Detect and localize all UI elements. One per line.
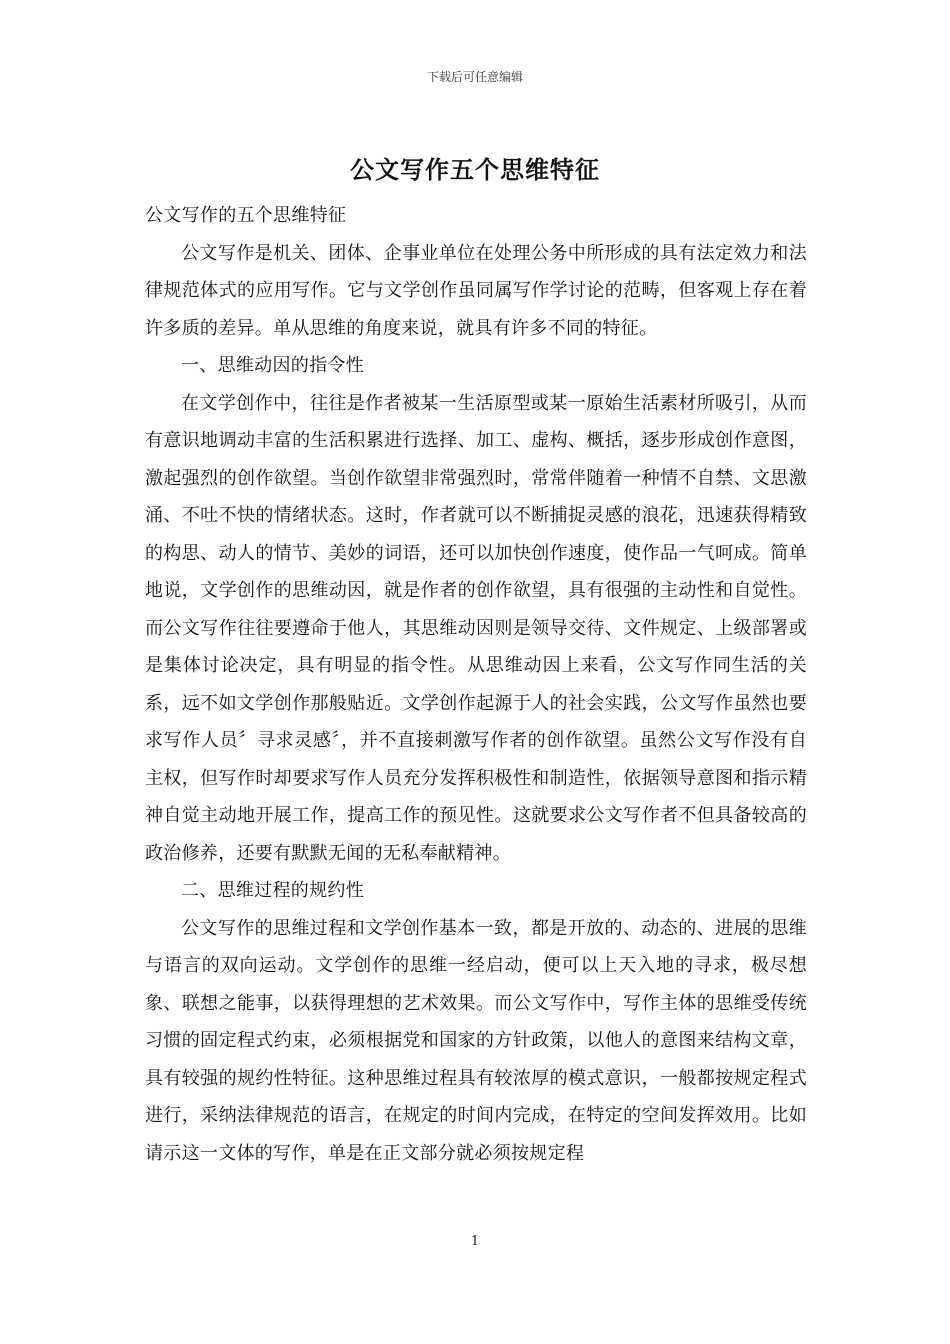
subtitle-paragraph: 公文写作的五个思维特征 (145, 205, 347, 226)
body-paragraph: 公文写作是机关、团体、企事业单位在处理公务中所形成的具有法定效力和法律规范体式的应用写作。它与文学创作虽同属写作学讨论的范畴，但客观上存在着许多质的差异。单从思维的角度来说，就具有许多不同的特征。 (145, 242, 807, 339)
page-number: 1 (470, 1234, 480, 1249)
body-paragraph: 在文学创作中，往往是作者被某一生活原型或某一原始生活素材所吸引，从而有意识地调动丰富的生活积累进行选择、加工、虚构、概括，逐步形成创作意图，激起强烈的创作欲望。当创作欲望非常强烈时，常常伴随着一种情不自禁、文思激涌、不吐不快的情绪状态。这时，作者就可以不断捕捉灵感的浪花，迅速获得精致的构思、动人的情节、美妙的词语，还可以加快创作速度，使作品一气呵成。简单地说，文学创作的思维动因，就是作者的创作欲望，具有很强的主动性和自觉性。而公文写作往往要遵命于他人，其思维动因则是领导交待、文件规定、上级部署或是集体讨论决定，具有明显的指令性。从思维动因上来看，公文写作同生活的关系，远不如文学创作那般贴近。文学创作起源于人的社会实践，公文写作虽然也要求写作人员〞寻求灵感〞，并不直接刺激写作者的创作欲望。虽然公文写作没有自主权，但写作时却要求写作人员充分发挥积极性和制造性，依据领导意图和指示精神自觉主动地开展工作，提高工作的预见性。这就要求公文写作者不但具备较高的政治修养，还要有默默无闻的无私奉献精神。 (145, 392, 807, 864)
body-paragraph: 公文写作的思维过程和文学创作基本一致，都是开放的、动态的、进展的思维与语言的双向运动。文学创作的思维一经启动，便可以上天入地的寻求，极尽想象、联想之能事，以获得理想的艺术效果。而公文写作中，写作主体的思维受传统习惯的固定程式约束，必须根据党和国家的方针政策，以他人的意图来结构文章，具有较强的规约性特征。这种思维过程具有较浓厚的模式意识，一般都按规定程式进行，采纳法律规范的语言，在规定的时间内完成，在特定的空间发挥效用。比如请示这一文体的写作，单是在正文部分就必须按规定程 (145, 917, 807, 1164)
document-body (145, 197, 807, 1172)
page-header-note: 下载后可任意编辑 (426, 70, 523, 84)
section-heading: 一、思维动因的指令性 (181, 355, 364, 376)
document-title: 公文写作五个思维特征 (350, 156, 600, 184)
section-heading: 二、思维过程的规约性 (181, 880, 364, 901)
